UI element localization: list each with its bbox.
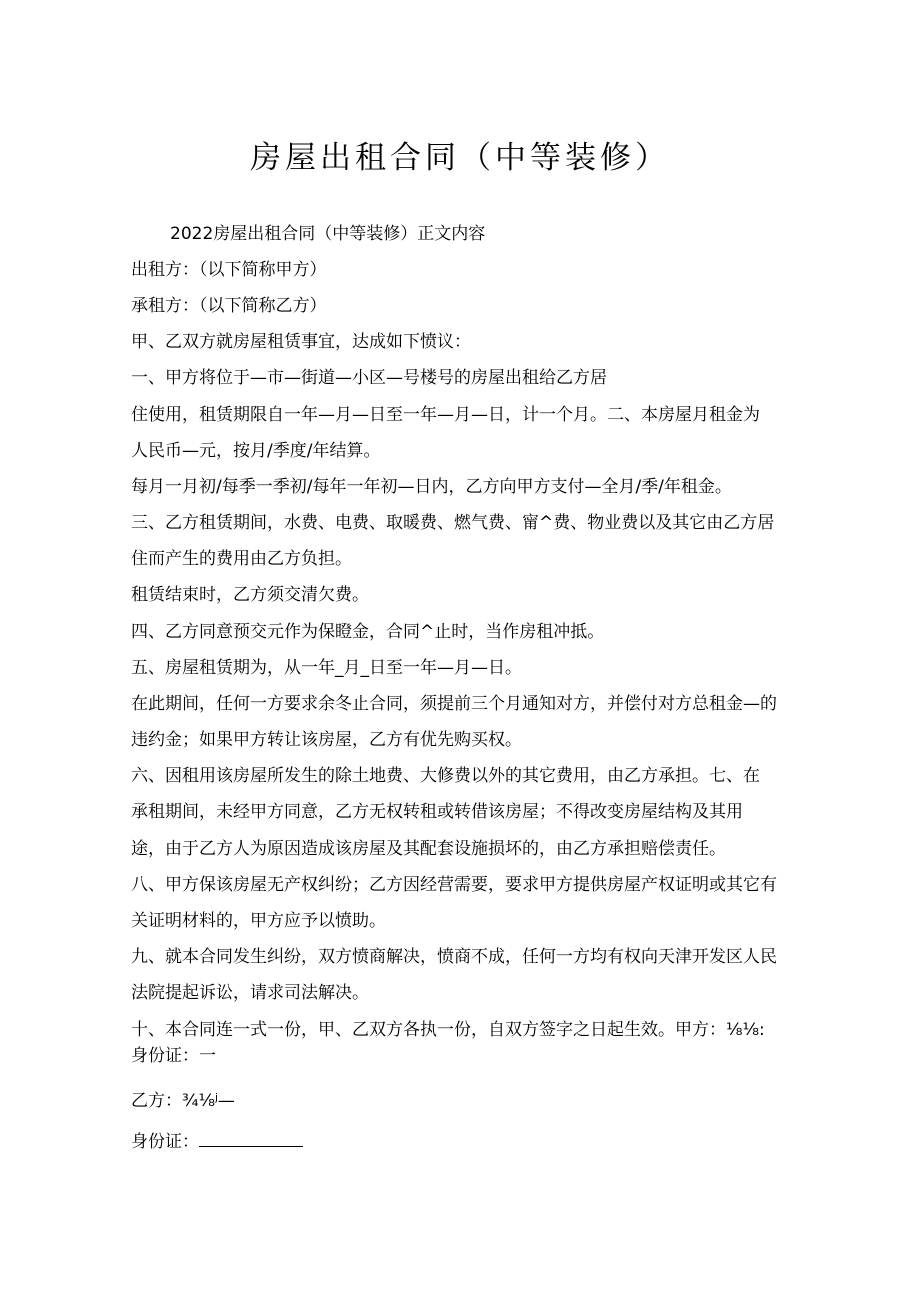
clause-3-line-1: 三、乙方租赁期间，水费、电费、取暖费、燃气费、甯^费、物业费以及其它由乙方居 <box>131 513 775 533</box>
clause-4-line: 四、乙方同意预交元作为保瞪金，合同^止时，当作房租冲抵。 <box>131 622 605 642</box>
clause-9-line-2: 法院提起诉讼，请求司法解决。 <box>131 983 369 1003</box>
document-title: 房屋出租合同（中等装修） <box>250 140 670 176</box>
clause-7-line-1: 承租期间，未经甲方同意，乙方无权转租或转借该房屋；不得改变房屋结构及其用 <box>131 802 743 822</box>
clause-1-line-1: 一、甲方将位于—市—街道—小区—号楼号的房屋出租给乙方居 <box>131 368 607 388</box>
id-blank-field <box>199 1130 303 1147</box>
termination-line-1: 在此期间，任何一方要求余冬止合同，须提前三个月通知对方，并偿付对方总租金—的 <box>131 694 777 714</box>
clause-1-line-2: 住使用，租赁期限自一年—月—日至一年—月—日，计一个月。二、本房屋月租金为 <box>131 405 760 425</box>
lessor-line: 出租方：（以下简称甲方） <box>131 260 327 280</box>
agreement-intro: 甲、乙双方就房屋租赁事宜，达成如下愤议： <box>131 332 471 352</box>
party-b-id-line <box>131 1130 303 1154</box>
clause-9-line-1: 九、就本合同发生纠纷，双方愤商解决，愤商不成，任何一方均有权向天津开发区人民 <box>131 947 777 967</box>
clause-8-line-1: 八、甲方保该房屋无产权纠纷；乙方因经营需要，要求甲方提供房屋产权证明或其它有 <box>131 875 777 895</box>
payment-schedule-line: 每月一月初/每季一季初/每年一年初—日内，乙方向甲方支付—全月/季/年租金。 <box>131 477 732 497</box>
clause-6-line-1: 六、因租用该房屋所发生的除土地费、大修费以外的其它费用，由乙方承担。七、在 <box>131 766 760 786</box>
clause-3-line-2: 住而产生的费用由乙方负担。 <box>131 549 352 569</box>
clause-7-line-2: 途，由于乙方人为原因造成该房屋及其配套设施损坏的，由乙方承担赔偿责任。 <box>131 839 726 859</box>
lessee-line: 承租方：（以下简称乙方） <box>131 296 327 316</box>
clause-5-line: 五、房屋租赁期为，从一年_月_日至一年—月—日。 <box>131 658 522 678</box>
party-a-id-line: 身份证：一 <box>131 1046 216 1066</box>
id-label: 身份证： <box>131 1132 199 1152</box>
clause-2-line: 人民币—元，按月/季度/年结算。 <box>131 441 381 461</box>
lease-end-line: 租赁结束时，乙方须交清欠费。 <box>131 585 369 605</box>
party-b-signature-line: 乙方：¾⅛ʲ— <box>131 1091 235 1111</box>
clause-10-line: 十、本合同连一式一份，甲、乙双方各执一份，自双方签字之日起生效。甲方：⅛⅛: <box>131 1020 765 1040</box>
clause-8-line-2: 关证明材料的，甲方应予以愤助。 <box>131 911 386 931</box>
document-subtitle: 2022房屋出租合同（中等装修）正文内容 <box>170 224 486 244</box>
termination-line-2: 违约金；如果甲方转让该房屋，乙方有优先购买权。 <box>131 730 522 750</box>
